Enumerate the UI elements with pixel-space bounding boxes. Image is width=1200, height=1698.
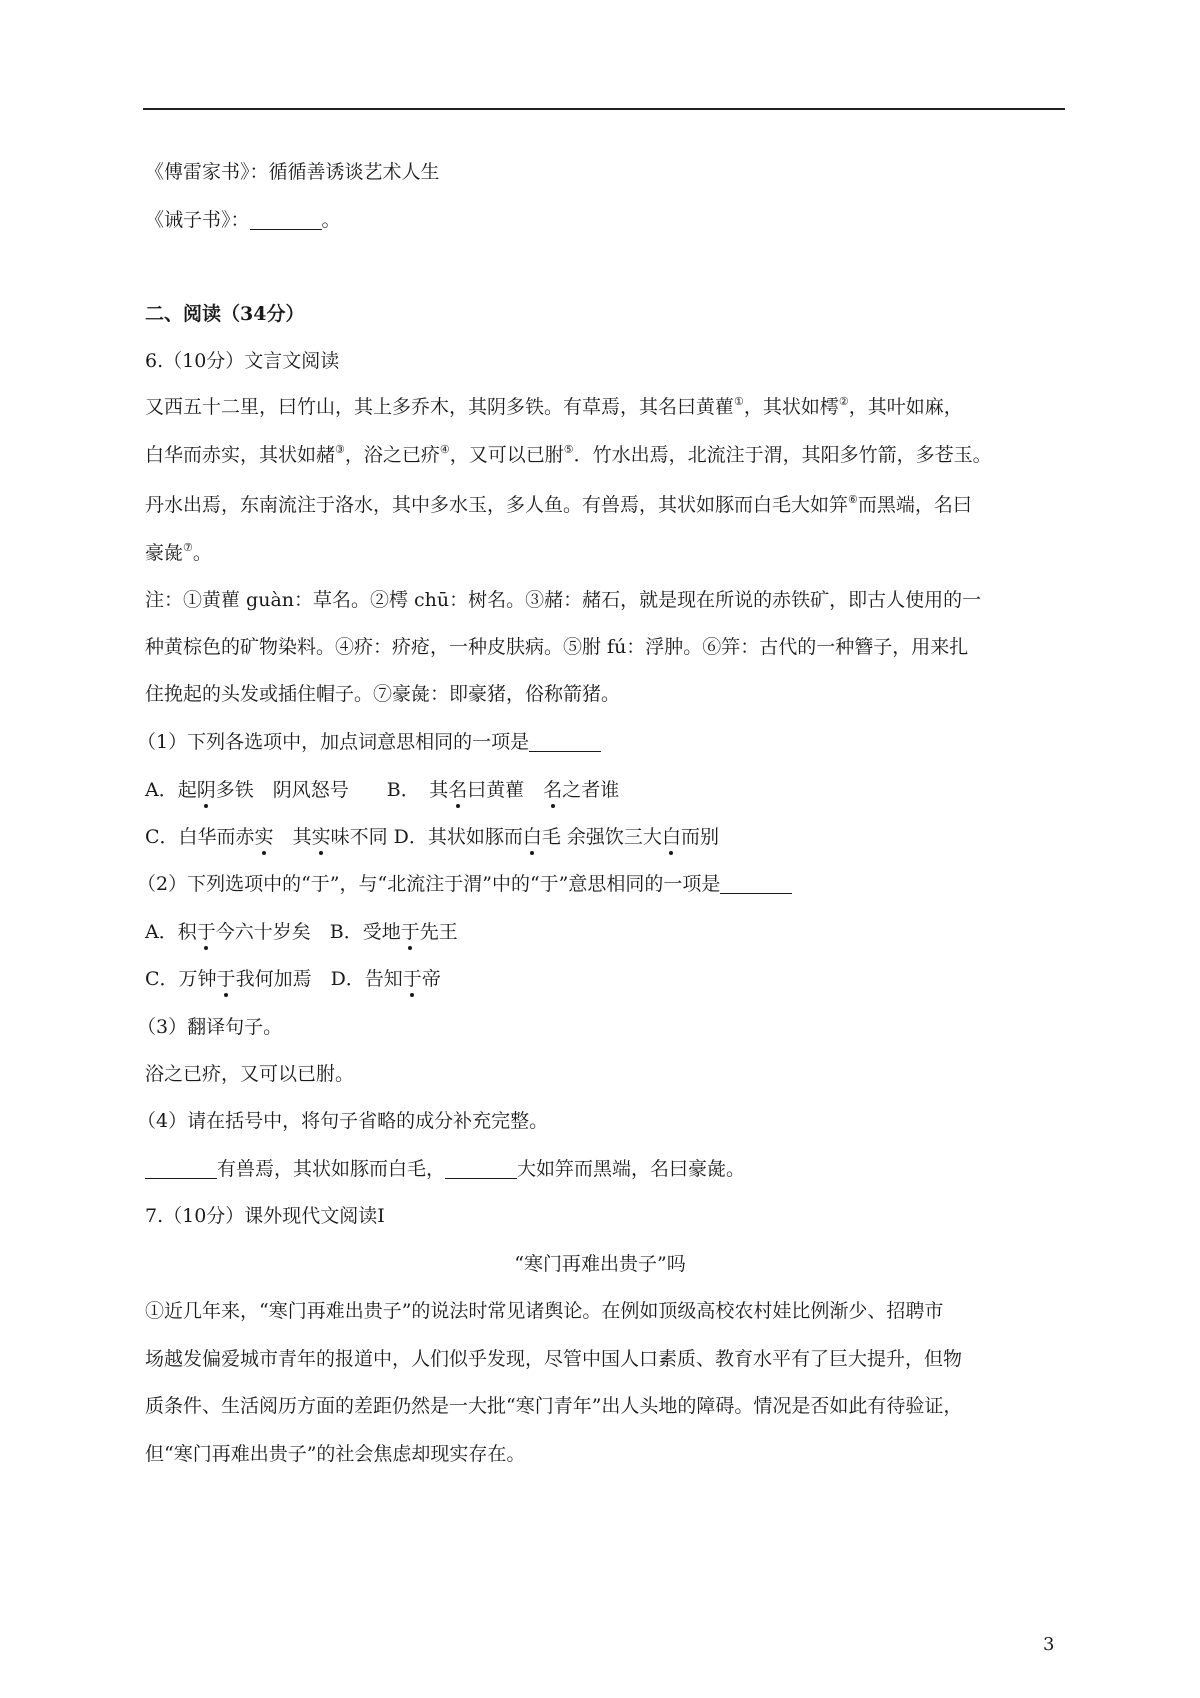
- article-line: 场越发偏爱城市青年的报道中，人们似乎发现，尽管中国人口素质、教育水平有了巨大提升，但物: [145, 1348, 963, 1370]
- footnote-mark: ⑤: [563, 443, 574, 456]
- answer-blank[interactable]: [250, 209, 322, 230]
- subquestion-2-stem: （2）下列选项中的“于”，与“北流注于渭”中的“于”意思相同的一项是: [137, 870, 792, 898]
- subquestion-3-sentence: 浴之已疥，又可以已胕。: [145, 1063, 355, 1085]
- answer-blank[interactable]: [445, 1158, 517, 1179]
- subquestion-3-stem: （3）翻译句子。: [137, 1016, 283, 1038]
- book-line-fulei: 《傅雷家书》：循循善诱谈艺术人生: [145, 161, 440, 183]
- question-7-title: 7.（10分）课外现代文阅读Ⅰ: [145, 1205, 385, 1227]
- note-line: 种黄棕色的矿物染料。④疥：疥疮，一种皮肤病。⑤胕 fú：浮肿。⑥笄：古代的一种簪子，用来扎: [145, 636, 969, 658]
- answer-blank[interactable]: [529, 731, 601, 752]
- page-number: 3: [1043, 1634, 1055, 1655]
- answer-blank[interactable]: [720, 873, 792, 894]
- subquestion-1-options-cd: C．白华而赤实 其实味不同 D．其状如豚而白毛 余强饮三大白而别: [145, 826, 719, 848]
- subquestion-4-sentence: 有兽焉，其状如豚而白毛， 大如笄而黑端，名曰豪彘。: [145, 1155, 745, 1183]
- passage-line-1: 又西五十二里，曰竹山，其上多乔木，其阴多铁。有草焉，其名曰黄雚①，其状如樗②，其叶如麻，: [145, 395, 963, 418]
- subquestion-4-stem: （4）请在括号中，将句子省略的成分补充完整。: [137, 1110, 549, 1132]
- subquestion-1-stem: （1）下列各选项中，加点词意思相同的一项是: [137, 728, 601, 756]
- footnote-mark: ③: [335, 443, 345, 456]
- note-line: 注：①黄雚 guàn：草名。②樗 chū：树名。③赭：赭石，就是现在所说的赤铁矿，即古人使用的一: [145, 589, 982, 611]
- header-rule: [143, 108, 1065, 110]
- footnote-mark: ⑦: [183, 541, 193, 554]
- note-line: 住挽起的头发或插住帽子。⑦豪彘：即豪猪，俗称箭猪。: [145, 683, 621, 705]
- article-title: “寒门再难出贵子”吗: [514, 1253, 686, 1275]
- subquestion-1-options-ab: A．起阴多铁 阴风怒号 B． 其名曰黄雚 名之者谁: [145, 779, 620, 801]
- passage-line-3: 丹水出焉，东南流注于洛水，其中多水玉，多人鱼。有兽焉，其状如豚而白毛大如笄⑥而黑端，名曰: [145, 493, 972, 516]
- article-line: 但“寒门再难出贵子”的社会焦虑却现实存在。: [145, 1443, 526, 1465]
- footnote-mark: ④: [439, 443, 450, 456]
- footnote-mark: ②: [838, 395, 849, 408]
- article-line: 质条件、生活阅历方面的差距仍然是一大批“寒门青年”出人头地的障碍。情况是否如此有待验证，: [145, 1395, 963, 1417]
- footnote-mark: ①: [734, 395, 744, 408]
- subquestion-2-options-cd: C．万钟于我何加焉 D．告知于帝: [145, 968, 441, 990]
- book-line-jiezishu: 《诫子书》： 。: [145, 209, 341, 231]
- subquestion-2-options-ab: A．积于今六十岁矣 B．受地于先王: [145, 921, 458, 943]
- footnote-mark: ⑥: [848, 493, 858, 506]
- passage-line-2: 白华而赤实，其状如赭③，浴之已疥④，又可以已胕⑤．竹水出焉，北流注于渭，其阳多竹箭，多苍玉。: [145, 443, 992, 466]
- passage-line-4: 豪彘⑦。: [145, 541, 212, 564]
- article-line: ①近几年来，“寒门再难出贵子”的说法时常见诸舆论。在例如顶级高校农村娃比例渐少、招聘市: [145, 1300, 944, 1322]
- question-6-title: 6.（10分）文言文阅读: [145, 350, 340, 372]
- answer-blank[interactable]: [145, 1158, 217, 1179]
- section-heading: 二、阅读（34分）: [145, 303, 305, 325]
